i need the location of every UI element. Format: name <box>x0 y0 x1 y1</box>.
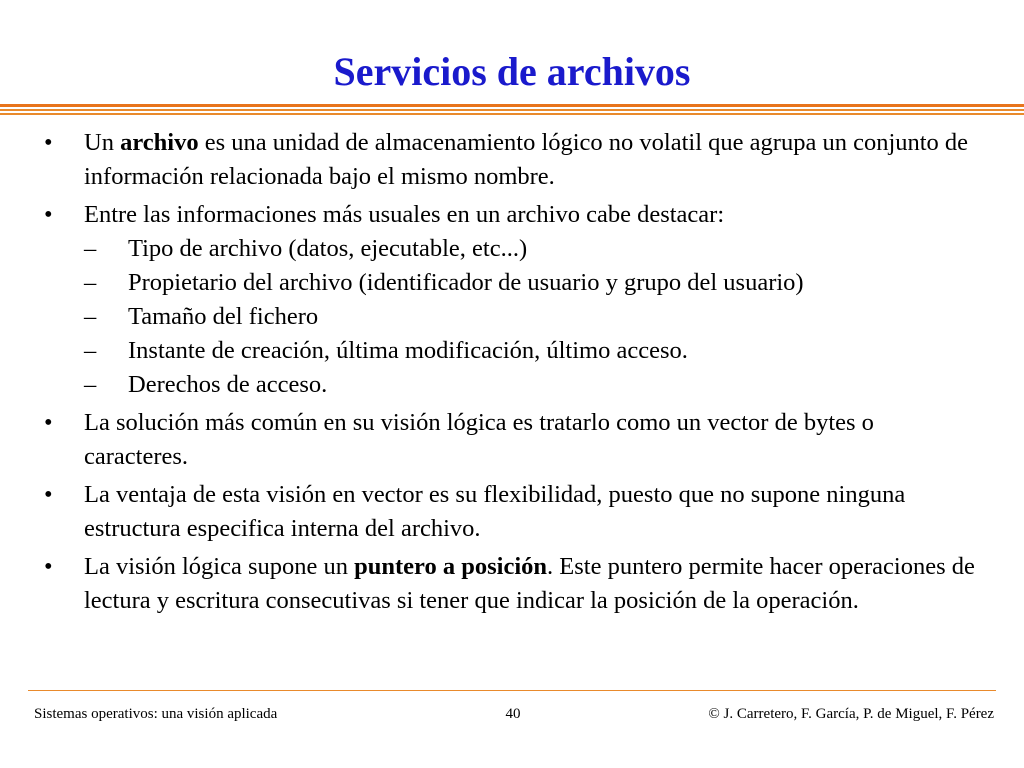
bullet-text-pre: Un <box>84 129 121 156</box>
bullet-dot: • <box>44 409 53 436</box>
bullet-dot: • <box>44 481 53 508</box>
bullet-text-pre: La visión lógica supone un <box>84 553 355 580</box>
sub-item: – Tamaño del fichero <box>84 303 319 330</box>
title-divider <box>0 104 1024 115</box>
bullet-text-bold: archivo <box>120 129 199 156</box>
slide-content <box>34 126 984 622</box>
bullet-text-post: . Este puntero permite hacer operaciones de lectura y escritura consecutivas si tener que indicar la posición de la operación. <box>84 553 975 614</box>
bullet-item <box>34 550 984 618</box>
bullet-item <box>34 406 984 474</box>
sub-item-text: Propietario del archivo (identificador de usuario y grupo del usuario) <box>128 269 804 296</box>
bullet-text-bold: puntero a posición <box>354 553 548 580</box>
slide-title: Servicios de archivos <box>333 49 691 94</box>
sub-item: – Tipo de archivo (datos, ejecutable, etc...) <box>84 235 528 262</box>
sub-item: – Derechos de acceso. <box>84 371 328 398</box>
bullet-item <box>34 198 984 402</box>
bullet-text-post: es una unidad de almacenamiento lógico no volatil que agrupa un conjunto de información relacionada bajo el mismo nombre. <box>84 129 969 190</box>
sub-item: – Instante de creación, última modificación, último acceso. <box>84 337 688 364</box>
sub-item-text: Instante de creación, última modificación, último acceso. <box>128 337 688 364</box>
bullet-dot: • <box>44 553 53 580</box>
bullet-text: Entre las informaciones más usuales en un archivo cabe destacar: <box>84 201 725 228</box>
bullet-text: La solución más común en su visión lógica es tratarlo como un vector de bytes o caracteres. <box>84 409 874 470</box>
sub-item-text: Tipo de archivo (datos, ejecutable, etc...) <box>128 235 528 262</box>
bullet-text: La ventaja de esta visión en vector es su flexibilidad, puesto que no supone ninguna estructura especifica interna del archivo. <box>84 481 906 542</box>
bullet-dot: • <box>44 129 53 156</box>
bullet-dot: • <box>44 201 53 228</box>
sub-list <box>84 232 984 402</box>
sub-item-text: Derechos de acceso. <box>128 371 328 398</box>
bullet-item <box>34 126 984 194</box>
footer-page-number: 40 <box>505 706 521 722</box>
footer-book-title: Sistemas operativos: una visión aplicada <box>34 706 278 722</box>
bullet-item <box>34 478 984 546</box>
sub-item: – Propietario del archivo (identificador de usuario y grupo del usuario) <box>84 269 804 296</box>
sub-item-text: Tamaño del fichero <box>128 303 319 330</box>
footer-authors: © J. Carretero, F. García, P. de Miguel, F. Pérez <box>708 706 994 722</box>
footer-divider <box>28 690 996 691</box>
